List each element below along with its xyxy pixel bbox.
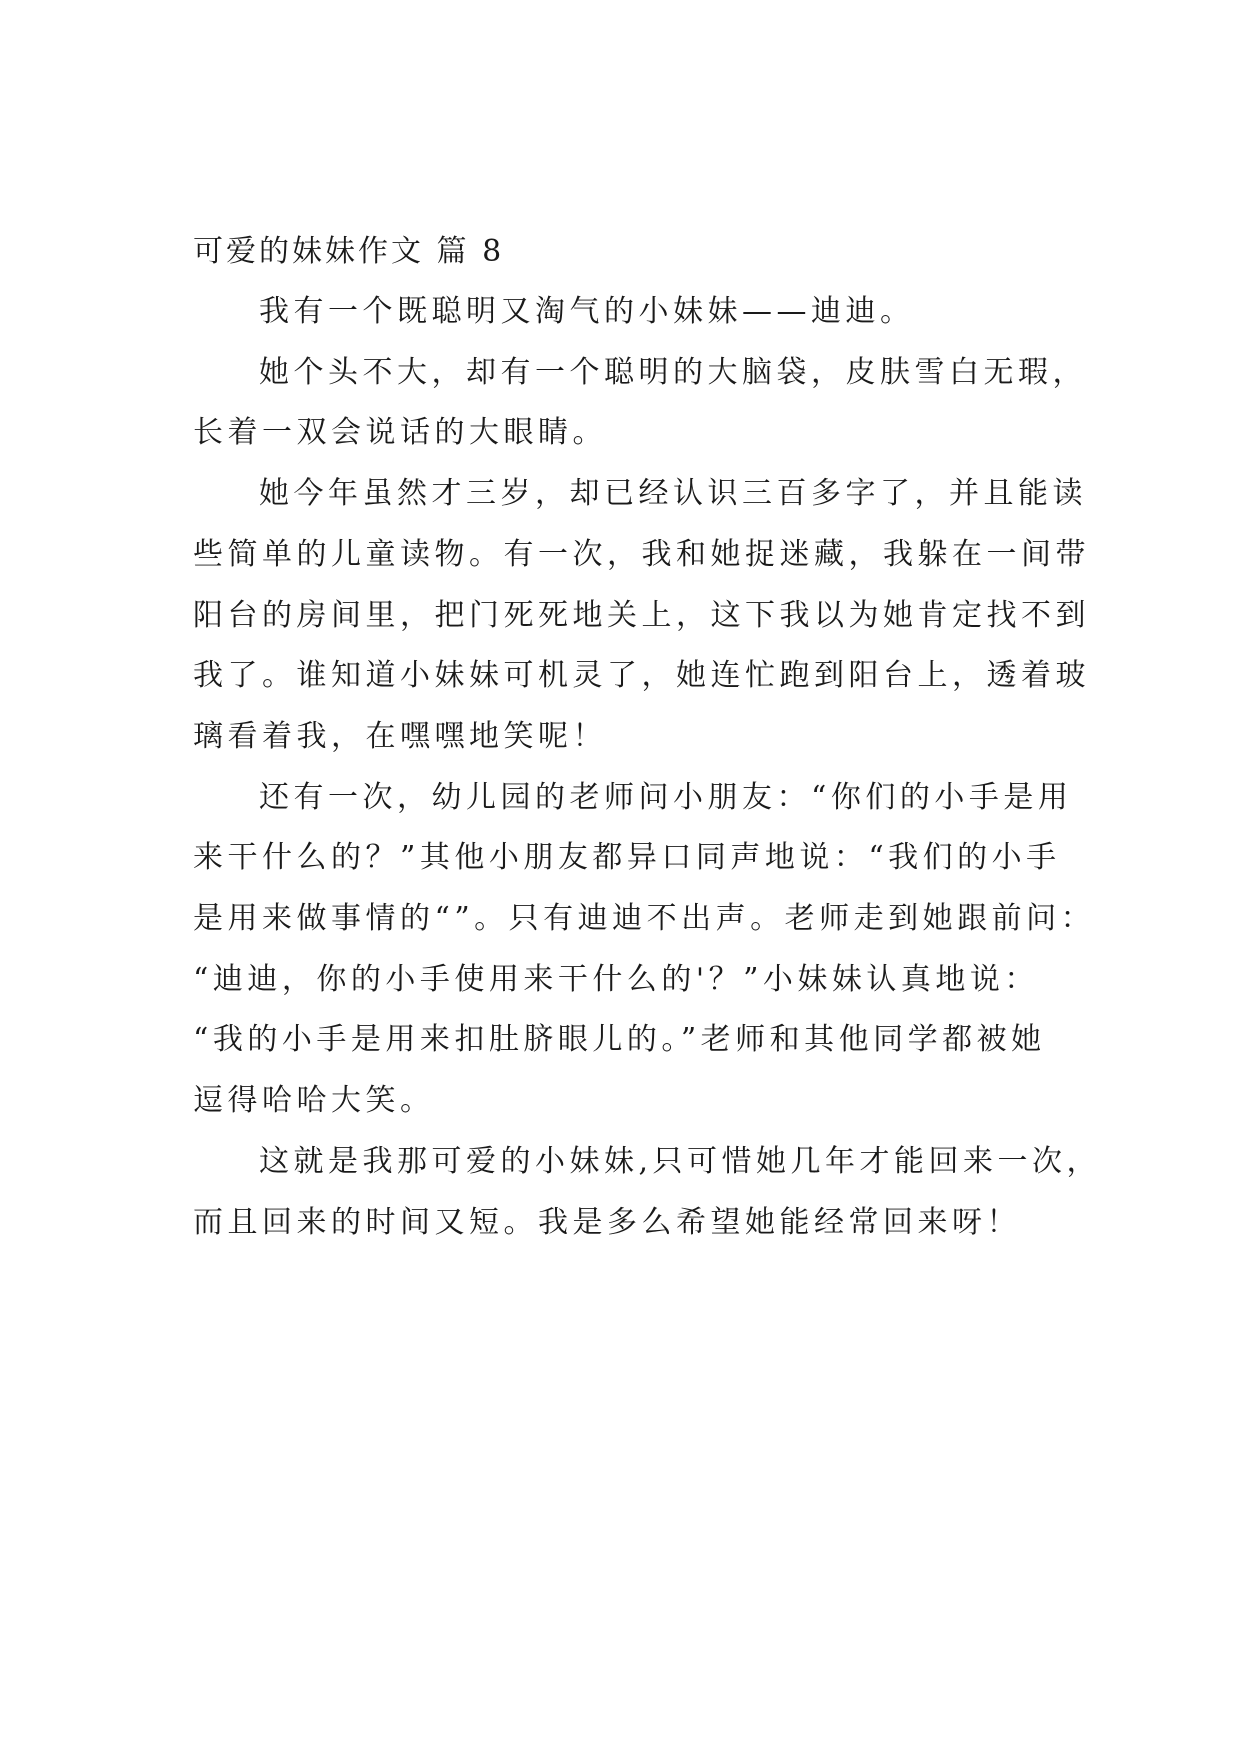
paragraph-line: “迪迪，你的小手使用来干什么的'？”小妹妹认真地说： [193,961,1039,997]
essay-title: 可爱的妹妹作文 篇 8 [193,234,505,269]
paragraph-line: 还有一次，幼儿园的老师问小朋友：“你们的小手是用 [259,779,1073,815]
paragraph-line: 来干什么的？”其他小朋友都异口同声地说：“我们的小手 [193,840,1061,876]
paragraph-line: 我有一个既聪明又淘气的小妹妹——迪迪。 [259,294,915,329]
paragraph-line: 些简单的儿童读物。有一次，我和她捉迷藏，我躲在一间带 [193,536,1090,572]
paragraph-3 [193,464,1090,768]
paragraph-line: 而且回来的时间又短。我是多么希望她能经常回来呀！ [193,1204,1021,1240]
paragraph-line: 她个头不大，却有一个聪明的大脑袋，皮肤雪白无瑕， [259,354,1087,390]
paragraph-4 [193,768,1096,1132]
paragraph-line: 长着一双会说话的大眼睛。 [193,415,607,451]
document-body [193,222,1102,1253]
paragraph-line: 逗得哈哈大笑。 [193,1083,435,1119]
paragraph-1 [193,282,1073,343]
paragraph-line: “我的小手是用来扣肚脐眼儿的。”老师和其他同学都被她 [193,1022,1046,1058]
paragraph-line: 璃看着我，在嘿嘿地笑呢！ [193,718,607,754]
paragraph-2 [193,343,1087,464]
paragraph-line: 是用来做事情的“”。只有迪迪不出声。老师走到她跟前问： [193,901,1096,937]
paragraph-5 [193,1132,1102,1253]
paragraph-line: 这就是我那可爱的小妹妹,只可惜她几年才能回来一次， [259,1143,1102,1179]
paragraph-line: 阳台的房间里，把门死死地关上，这下我以为她肯定找不到 [193,597,1090,633]
paragraph-line: 我了。谁知道小妹妹可机灵了，她连忙跑到阳台上，透着玻 [193,658,1090,694]
paragraph-line: 她今年虽然才三岁，却已经认识三百多字了，并且能读 [259,476,1087,512]
